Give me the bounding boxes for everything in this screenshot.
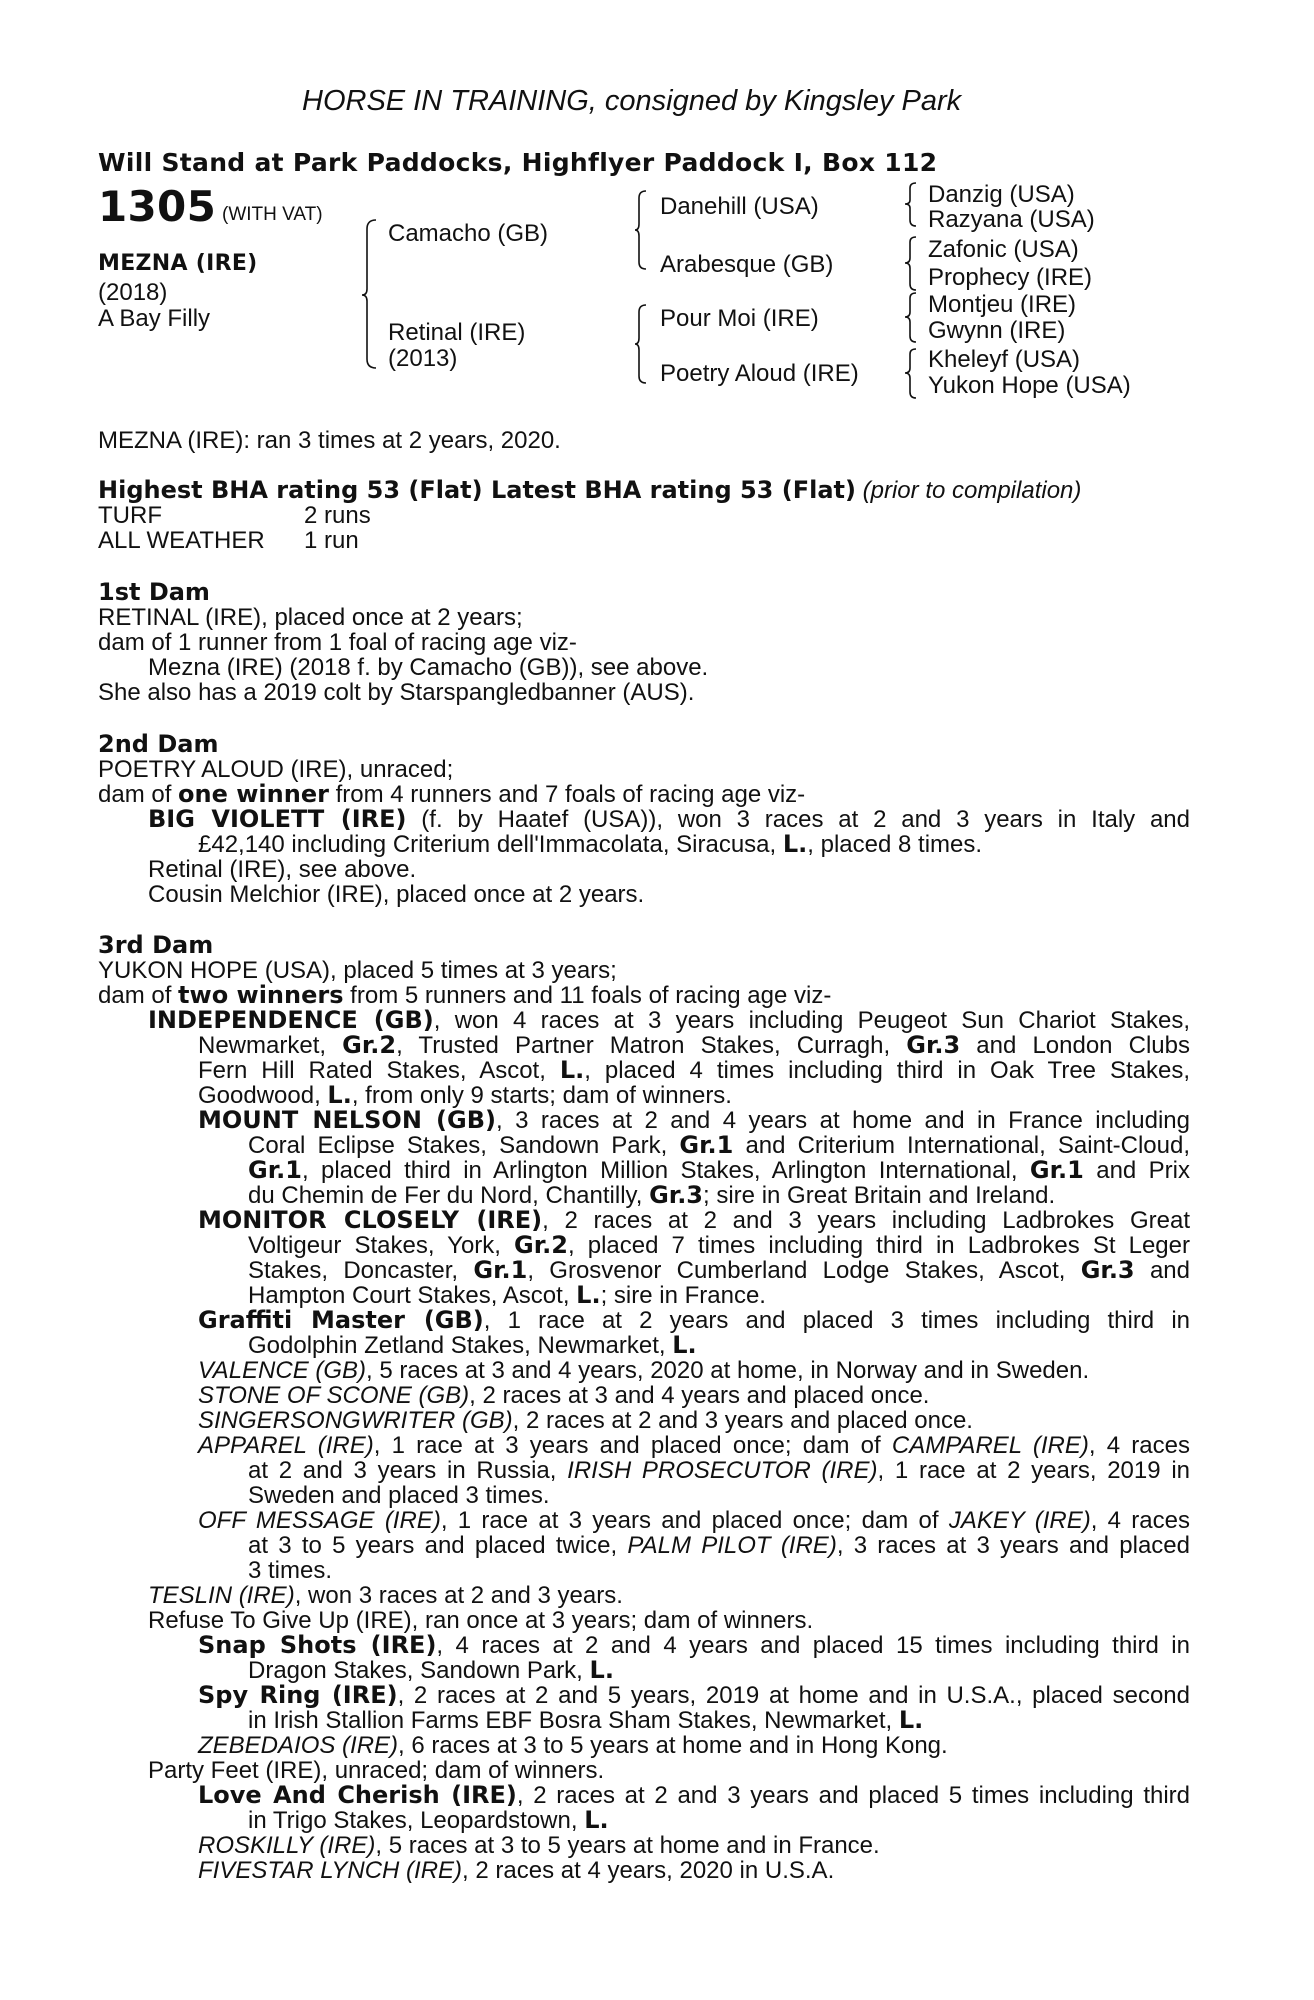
ped-g6: Gwynn (IRE) [928, 317, 1066, 344]
text: , 4 races [1090, 1507, 1190, 1534]
text: Stakes, Doncaster, [248, 1257, 474, 1284]
ped-dam-year: (2013) [388, 345, 458, 372]
text-bold: L. [589, 1656, 614, 1684]
ped-g2: Razyana (USA) [928, 206, 1095, 233]
text-italic: APPAREL (IRE) [198, 1432, 374, 1459]
text: at 2 and 3 years in Russia, [248, 1457, 568, 1484]
apparel-line1 [198, 1433, 1190, 1458]
mount-nelson-line1 [198, 1108, 1190, 1133]
dam2-line6: Cousin Melchior (IRE), placed once at 2 years. [148, 881, 645, 908]
text: , 2 races at 2 and 3 years including Ladbrokes Great [542, 1207, 1190, 1234]
text: from 5 runners and 11 foals of racing age viz- [343, 982, 832, 1009]
spy-ring-line2 [248, 1708, 923, 1733]
text-italic: ZEBEDAIOS (IRE) [198, 1732, 399, 1759]
text: , 2 races at 3 and 4 years and placed once. [469, 1382, 930, 1409]
valence-line [198, 1358, 1089, 1383]
love-and-cherish-line1 [198, 1783, 1190, 1808]
text: and [1134, 1257, 1190, 1284]
ped-g3: Zafonic (USA) [928, 236, 1079, 263]
bracket-dam [636, 304, 648, 384]
ped-g8: Yukon Hope (USA) [928, 372, 1131, 399]
text-bold: L. [782, 830, 808, 858]
horse-name: MEZNA (IRE) [98, 251, 258, 276]
ped-dam: Retinal (IRE) [388, 319, 526, 346]
text-italic: VALENCE (GB) [198, 1357, 367, 1384]
dam1-line4: She also has a 2019 colt by Starspangledbanner (AUS). [98, 679, 695, 706]
text-bold: Gr.3 [906, 1031, 961, 1059]
text-bold: Gr.3 [1080, 1256, 1135, 1284]
apparel-line2 [248, 1458, 1190, 1483]
text: Fern Hill Rated Stakes, Ascot, [198, 1057, 560, 1084]
off-message-line1 [198, 1508, 1190, 1533]
text: , 4 races [1088, 1432, 1190, 1459]
text: dam of [98, 781, 179, 808]
aw-value: 1 run [304, 527, 359, 554]
text: , from only 9 starts; dam of winners. [351, 1082, 732, 1109]
text-italic: CAMPAREL (IRE) [891, 1432, 1089, 1459]
text: , won 3 races at 2 and 3 years. [294, 1582, 623, 1609]
ped-sire-sire: Danehill (USA) [660, 193, 819, 220]
text-italic: IRISH PROSECUTOR (IRE) [567, 1457, 878, 1484]
dam1-line2: dam of 1 runner from 1 foal of racing age viz- [98, 629, 577, 656]
snap-shots-line2 [248, 1658, 614, 1683]
bracket-main [364, 219, 378, 369]
independence-line3 [198, 1058, 1190, 1083]
dam2-line1: POETRY ALOUD (IRE), unraced; [98, 756, 454, 783]
graffiti-master-line1 [198, 1308, 1190, 1333]
dam3-heading: 3rd Dam [98, 931, 214, 959]
text-bold: Gr.2 [342, 1031, 397, 1059]
lot-number: 1305 [98, 182, 217, 231]
vat-note: (WITH VAT) [222, 204, 323, 225]
text-bold: Spy Ring (IRE) [198, 1681, 398, 1709]
text-bold: Gr.1 [248, 1156, 302, 1184]
text: , Grosvenor Cumberland Lodge Stakes, Ascot, [527, 1257, 1081, 1284]
ped-sire: Camacho (GB) [388, 220, 549, 247]
dam2-big-violett-cont [198, 832, 982, 857]
text: , 3 races at 2 and 4 years at home and in France including [495, 1107, 1191, 1134]
text-bold: MONITOR CLOSELY (IRE) [198, 1206, 543, 1234]
text: and Criterium International, Saint-Cloud, [733, 1132, 1190, 1159]
text-bold: Gr.2 [514, 1231, 568, 1259]
rating-bold: Highest BHA rating 53 (Flat) Latest BHA rating 53 (Flat) [98, 476, 856, 504]
ped-g4: Prophecy (IRE) [928, 264, 1093, 291]
text: dam of [98, 982, 179, 1009]
rating-line [98, 478, 1081, 503]
text: , 6 races at 3 to 5 years at home and in Hong Kong. [398, 1732, 948, 1759]
text: in Irish Stallion Farms EBF Bosra Sham Stakes, Newmarket, [248, 1707, 899, 1734]
text-bold: Love And Cherish (IRE) [198, 1781, 517, 1809]
text-italic: FIVESTAR LYNCH (IRE) [198, 1857, 463, 1884]
text-bold: L. [898, 1706, 924, 1734]
ped-g1: Danzig (USA) [928, 181, 1075, 208]
text: (f. by Haatef (USA)), won 3 races at 2 and 3 years in Italy and [406, 806, 1191, 833]
text-italic: SINGERSONGWRITER (GB) [198, 1407, 513, 1434]
text-bold: MOUNT NELSON (GB) [198, 1106, 496, 1134]
ped-g5: Montjeu (IRE) [928, 291, 1077, 318]
text: , 1 race at 3 years and placed once; dam of [373, 1432, 892, 1459]
ped-sire-dam: Arabesque (GB) [660, 251, 834, 278]
dam3-line1: YUKON HOPE (USA), placed 5 times at 3 years; [98, 957, 617, 984]
text: , 2 races at 2 and 5 years, 2019 at home and in U.S.A., placed second [397, 1682, 1190, 1709]
text: in Trigo Stakes, Leopardstown, [248, 1807, 585, 1834]
bracket-g4 [906, 348, 918, 400]
ped-g7: Kheleyf (USA) [928, 346, 1081, 373]
text: , 5 races at 3 and 4 years, 2020 at home, in Norway and in Sweden. [366, 1357, 1090, 1384]
text-italic: JAKEY (IRE) [948, 1507, 1091, 1534]
text: , placed 7 times including third in Ladbrokes St Leger [567, 1232, 1190, 1259]
graffiti-master-line2 [248, 1333, 697, 1358]
dam3-line2 [98, 983, 831, 1008]
ped-dam-sire: Pour Moi (IRE) [660, 305, 819, 332]
text-bold: L. [576, 1281, 601, 1309]
stone-of-scone-line [198, 1383, 929, 1408]
text: , won 4 races at 3 years including Peugeot Sun Chariot Stakes, [433, 1007, 1190, 1034]
consignment-title: HORSE IN TRAINING, consigned by Kingsley Park [302, 85, 962, 117]
text: and London Clubs [960, 1032, 1190, 1059]
love-and-cherish-line2 [248, 1808, 609, 1833]
text: at 3 to 5 years and placed twice, [248, 1532, 628, 1559]
text-bold: Graffiti Master (GB) [198, 1306, 484, 1334]
text: and Prix [1083, 1157, 1190, 1184]
text-bold: BIG VIOLETT (IRE) [148, 805, 407, 833]
text: , placed 4 times including third in Oak Tree Stakes, [584, 1057, 1190, 1084]
race-summary: MEZNA (IRE): ran 3 times at 2 years, 2020. [98, 427, 561, 454]
text-bold: Snap Shots (IRE) [198, 1631, 437, 1659]
roskilly-line [198, 1833, 880, 1858]
text-bold: L. [559, 1056, 585, 1084]
off-message-line2 [248, 1533, 1190, 1558]
bracket-g3 [906, 292, 918, 344]
bracket-sire [636, 190, 648, 270]
text-italic: TESLIN (IRE) [148, 1582, 295, 1609]
monitor-closely-line3 [248, 1258, 1190, 1283]
dam2-heading: 2nd Dam [98, 730, 219, 758]
text: ; sire in France. [600, 1282, 766, 1309]
text: , placed third in Arlington Million Stakes, Arlington International, [301, 1157, 1030, 1184]
text: ; sire in Great Britain and Ireland. [703, 1182, 1056, 1209]
text: , 2 races at 4 years, 2020 in U.S.A. [462, 1857, 835, 1884]
dam2-line2 [98, 782, 805, 807]
text-bold: Gr.1 [679, 1131, 734, 1159]
snap-shots-line1 [198, 1633, 1190, 1658]
rating-note: (prior to compilation) [862, 477, 1082, 504]
text: Coral Eclipse Stakes, Sandown Park, [248, 1132, 680, 1159]
monitor-closely-line1 [198, 1208, 1190, 1233]
text: Voltigeur Stakes, York, [248, 1232, 515, 1259]
text: , placed 8 times. [807, 831, 983, 858]
monitor-closely-line4 [248, 1283, 766, 1308]
dam1-heading: 1st Dam [98, 578, 210, 606]
text-bold: Gr.1 [473, 1256, 528, 1284]
text: , Trusted Partner Matron Stakes, Curragh, [396, 1032, 907, 1059]
text-bold: Gr.3 [649, 1181, 704, 1209]
teslin-line [148, 1583, 623, 1608]
text-italic: OFF MESSAGE (IRE) [198, 1507, 441, 1534]
singersongwriter-line [198, 1408, 973, 1433]
text: , 1 race at 3 years and placed once; dam of [440, 1507, 949, 1534]
text: £42,140 including Criterium dell'Immacolata, Siracusa, [198, 831, 783, 858]
text: du Chemin de Fer du Nord, Chantilly, [248, 1182, 650, 1209]
dam2-line5: Retinal (IRE), see above. [148, 856, 417, 883]
text: , 1 race at 2 years and placed 3 times including third in [483, 1307, 1190, 1334]
apparel-line3: Sweden and placed 3 times. [248, 1482, 550, 1509]
horse-year: (2018) [98, 279, 168, 306]
text: Dragon Stakes, Sandown Park, [248, 1657, 590, 1684]
zebedaios-line [198, 1733, 948, 1758]
text-bold: Gr.1 [1029, 1156, 1084, 1184]
text-bold: L. [672, 1331, 697, 1359]
text: , 3 races at 3 years and placed [836, 1532, 1190, 1559]
text-bold: one winner [178, 780, 329, 808]
mount-nelson-line2 [248, 1133, 1190, 1158]
mount-nelson-line3 [248, 1158, 1190, 1183]
text: Goodwood, [198, 1082, 328, 1109]
aw-label: ALL WEATHER [98, 527, 265, 554]
bracket-g1 [906, 182, 918, 228]
text-italic: ROSKILLY (IRE) [198, 1832, 376, 1859]
text: , 4 races at 2 and 4 years and placed 15 times including third in [436, 1632, 1190, 1659]
off-message-line3: 3 times. [248, 1557, 333, 1584]
text: , 2 races at 2 and 3 years and placed once. [512, 1407, 973, 1434]
bracket-g2 [906, 236, 918, 292]
turf-label: TURF [98, 502, 162, 529]
text: from 4 runners and 7 foals of racing age viz- [328, 781, 806, 808]
text-bold: INDEPENDENCE (GB) [148, 1006, 434, 1034]
text: Godolphin Zetland Stakes, Newmarket, [248, 1332, 673, 1359]
horse-description: A Bay Filly [98, 305, 211, 332]
party-feet-line: Party Feet (IRE), unraced; dam of winners. [148, 1757, 605, 1784]
refuse-line: Refuse To Give Up (IRE), ran once at 3 years; dam of winners. [148, 1607, 814, 1634]
text: Newmarket, [198, 1032, 343, 1059]
dam1-line1: RETINAL (IRE), placed once at 2 years; [98, 604, 523, 631]
fivestar-lynch-line [198, 1858, 834, 1883]
text-bold: L. [327, 1081, 352, 1109]
independence-line4 [198, 1083, 732, 1108]
ped-dam-dam: Poetry Aloud (IRE) [660, 360, 859, 387]
independence-line2 [198, 1033, 1190, 1058]
dam2-big-violett [148, 807, 1190, 832]
independence-line1 [148, 1008, 1190, 1033]
spy-ring-line1 [198, 1683, 1190, 1708]
location-line: Will Stand at Park Paddocks, Highflyer Paddock I, Box 112 [98, 148, 938, 177]
turf-value: 2 runs [304, 502, 371, 529]
text-italic: PALM PILOT (IRE) [627, 1532, 837, 1559]
text-bold: two winners [178, 981, 344, 1009]
text-italic: STONE OF SCONE (GB) [198, 1382, 470, 1409]
dam1-line3: Mezna (IRE) (2018 f. by Camacho (GB)), see above. [148, 654, 709, 681]
text: , 2 races at 2 and 3 years and placed 5 times including third [516, 1782, 1191, 1809]
text-bold: L. [584, 1806, 609, 1834]
monitor-closely-line2 [248, 1233, 1190, 1258]
text: Hampton Court Stakes, Ascot, [248, 1282, 577, 1309]
text: , 5 races at 3 to 5 years at home and in France. [375, 1832, 880, 1859]
mount-nelson-line4 [248, 1183, 1055, 1208]
text: , 1 race at 2 years, 2019 in [877, 1457, 1190, 1484]
